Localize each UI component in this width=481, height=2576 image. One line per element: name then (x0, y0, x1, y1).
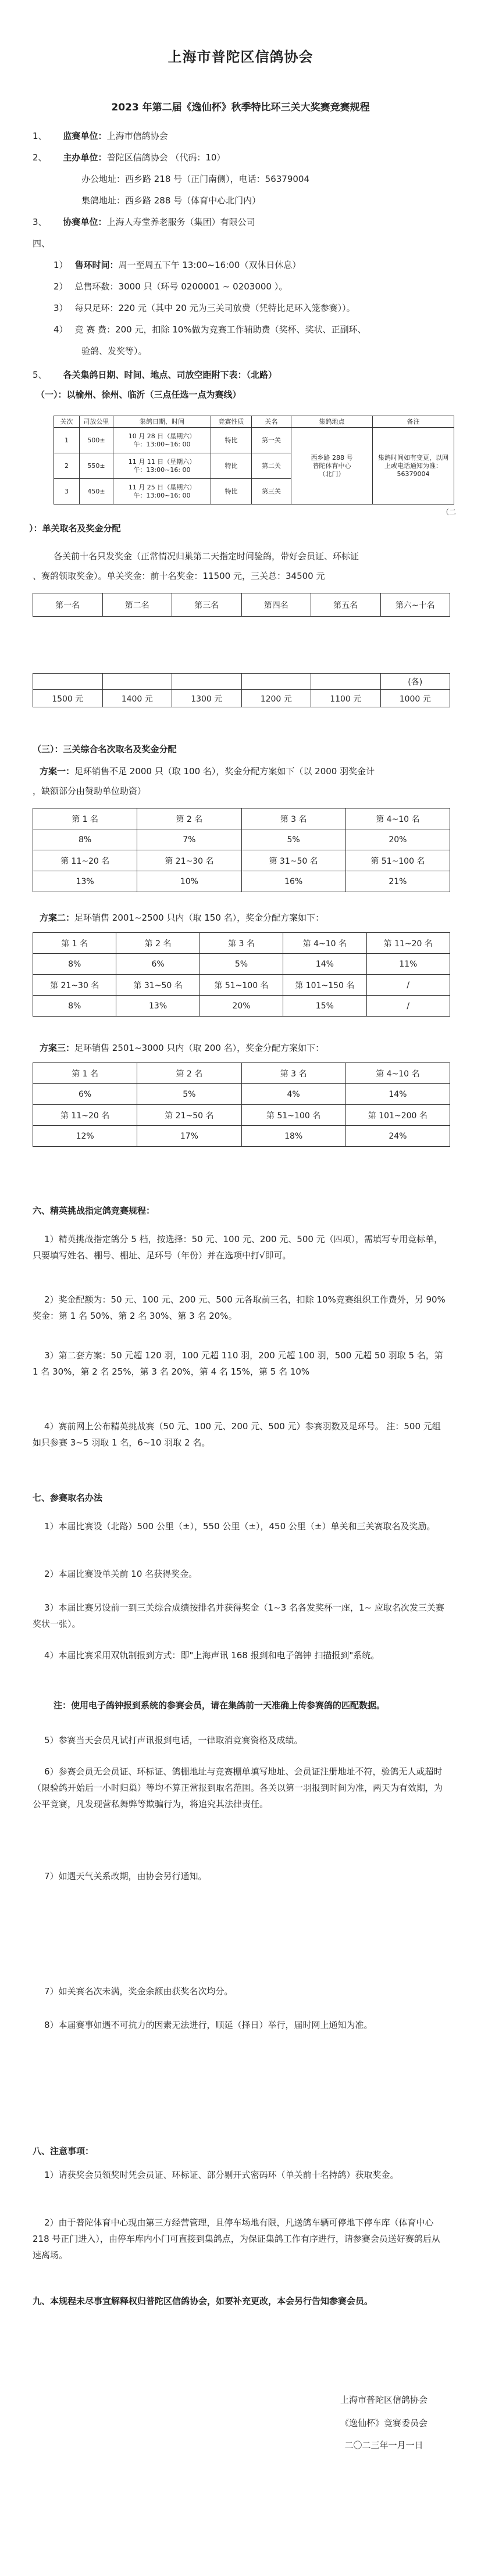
table-header: 第五名 (311, 593, 381, 617)
office-address: 办公地址：西乡路 218 号（正门南侧），电话：56379004 (81, 174, 310, 184)
signature-committee: 《逸仙杯》竞赛委员会 (340, 2418, 427, 2428)
item-text: 周一至周五下午 13:00~16:00（双休日休息） (118, 260, 301, 270)
combo-prize-heading: （三）：三关综合名次取名及奖金分配 (33, 744, 177, 754)
notice-item: 1）请获奖会员领奖时凭会员证、环标证、部分剔开式密码环（单关前十名持鸽）获取奖金。 (44, 2170, 399, 2180)
sale-term (54, 280, 287, 293)
route-subheading: （一）：以榆州、徐州、临沂（三点任选一点为赛线） (36, 389, 241, 400)
item-number: 2） (54, 281, 68, 292)
ranking-rule: 3）本届比赛另设前一到三关综合成绩按排名并获得奖金（1~3 名各发奖杯一座，1~ 应取名次发三关赛奖状一张）。 (33, 1602, 444, 1629)
plan-one-desc: 方案一：足环销售不足 2000 只（取 100 名），奖金分配方案如下（以 2000 羽奖金计 (40, 766, 375, 777)
doc-title: 2023 年第二届《逸仙杯》秋季特比环三关大奖赛竞赛规程 (111, 102, 370, 113)
table-row: 8% 6% 5% 14% 11% (33, 954, 450, 975)
table-header: 备注 (373, 416, 454, 428)
ranking-rule: 2）本届比赛设单关前 10 名获得奖金。 (44, 1569, 198, 1579)
item-text: 竞 赛 费：200 元，扣除 10%做为竞赛工作辅助费（奖杯、奖状、正副环、 (74, 324, 366, 335)
plan-two-desc: 方案二：足环销售 2001~2500 只内（取 150 名），奖金分配方案如下： (40, 913, 325, 923)
sale-term (54, 259, 301, 271)
section-6-title: 六、精英挑战指定鸽竞赛规程： (33, 1205, 155, 1216)
item-text: 每只足环：220 元（其中 20 元为三关司放费（凭特比足环入笼参赛））。 (74, 303, 355, 313)
table-row: 13% 10% 16% 21% (33, 871, 450, 892)
ranking-rule: 5）参赛当天会员凡试打声讯报到电话，一律取消竞赛资格及成绩。 (44, 1735, 303, 1745)
single-prize-table (33, 593, 450, 617)
signature-date: 二〇二三年一月一日 (344, 2440, 423, 2450)
table-header: 集鸽日期、时间 (113, 416, 211, 428)
table-row: 第 11~20 名 第 21~30 名 第 31~50 名 第 51~100 名 (33, 850, 450, 871)
table-header: 集鸽地点 (291, 416, 373, 428)
ranking-rule: 8）本届赛事如遇不可抗力的因素无法进行，顺延（择日）举行，届时网上通知为准。 (44, 2020, 373, 2030)
table-row: 第 1 名 第 2 名 第 3 名 第 4~10 名 (33, 808, 450, 829)
section-2: 2、 主办单位：普陀区信鸽协会 （代码：10） (33, 152, 226, 163)
section-4-number: 四、 (33, 238, 51, 249)
table-row: 8% 7% 5% 20% (33, 829, 450, 850)
elite-rule: 4）赛前网上公布精英挑战赛（50 元、100 元、200 元、500 元）参赛羽数及足环号。 注：500 元组如只参赛 3~5 羽取 1 名，6~10 羽取 2 名。 (33, 1421, 441, 1448)
section-7-title: 七、参赛取名办法 (33, 1493, 103, 1503)
table-header: 第四名 (241, 593, 311, 617)
table-row: 12% 17% 18% 24% (33, 1126, 450, 1147)
sale-term (54, 302, 355, 314)
table-header: 关次 (54, 416, 80, 428)
table-row: 第 11~20 名 第 21~50 名 第 51~100 名 第 101~200 名 (33, 1105, 450, 1126)
org-title: 上海市普陀区信鸽协会 (168, 49, 313, 65)
single-prize-desc-1: 各关前十名只发奖金（正常情况归巢第二天指定时间验鸽，带好会员证、环标证 (54, 551, 359, 561)
elite-rule: 1）精英挑战指定鸽分 5 档，按选择：50 元、100 元、200 元、500 元（四项），需填写专用竞标单，只要填写姓名、棚号、棚址、足环号（年份）并在选项中打√即可。 (33, 1234, 443, 1261)
signature-org: 上海市普陀区信鸽协会 (340, 2395, 427, 2405)
schedule-continuation: （二 (442, 508, 457, 516)
ranking-rule: 7）如遇天气关系改期，由协会另行通知。 (44, 1871, 207, 1881)
item-number: 3） (54, 303, 68, 313)
item-number: 1） (54, 260, 68, 270)
table-header: 关名 (252, 416, 291, 428)
plan-one-table (33, 808, 450, 892)
section-3: 3、 协赛单位：上海人寿堂养老服务（集团）有限公司 (33, 217, 255, 227)
sale-term (54, 323, 366, 336)
table-row: 第 21~30 名 第 31~50 名 第 51~100 名 第 101~150 名 / (33, 975, 450, 996)
ranking-rule: 6）参赛会员无会员证、环标证、鸽棚地址与竞赛棚单填写地址、会员证注册地址不符，验鸽无人或超时（限验鸽开始后一小时归巢）等均不算正常报到取名范围。各关以第一羽报到时间为准，两天为有效期，为公平竞赛，凡发现营私舞弊等欺骗行为，将追究其法律责任。 (33, 1766, 443, 1809)
schedule-remark: 集鸽时间如有变更，以网上或电话通知为准：56379004 (373, 428, 454, 505)
amount-note: (各) (380, 674, 450, 690)
elite-rule: 3）第二套方案：50 元超 120 羽，100 元超 110 羽，200 元超 100 羽，500 元超 50 羽取 5 名，第 1 名 30%，第 2 名 25%，第 3 名 20%，第 4 名 15%，第 5 名 10% (33, 1350, 443, 1377)
plan-three-table (33, 1062, 450, 1147)
notice-item: 2）由于普陀体育中心现由第三方经营管理，且停车场地有限，凡送鸽车辆可停地下停车库（体育中心 218 号正门进入），由停车库内小门可直接到集鸽点，为保证集鸽工作有序进行，请参赛会员送好赛鸽后从速离场。 (33, 2217, 440, 2260)
ranking-rule: 1）本届比赛设（北路）500 公里（±），550 公里（±），450 公里（±）单关和三关赛取名及奖励。 (44, 1521, 436, 1532)
table-row: 2 550± 11 月 11 日（星期六） 午：13:00~16: 00 特比 第二关 (54, 453, 454, 479)
elite-rule: 2）奖金配额为：50 元、100 元、200 元、500 元各取前三名，扣除 10%竞赛组织工作费外，另 90%奖金：第 1 名 50%、第 2 名 30%、第 3 名 20%。 (33, 1294, 446, 1321)
table-header: 竞赛性质 (211, 416, 252, 428)
schedule-header-row (54, 416, 454, 428)
table-row: 3 450± 11 月 25 日（星期六） 午：13:00~16: 00 特比 第三关 (54, 479, 454, 505)
ranking-rule: 4）本届比赛采用双轨制报到方式：即"上海声讯 168 报到和电子鸽钟 扫描报到"系统。 (44, 1650, 380, 1661)
table-header: 第二名 (102, 593, 172, 617)
table-row: 第 1 名 第 2 名 第 3 名 第 4~10 名 第 11~20 名 (33, 933, 450, 954)
section-9: 九、本规程未尽事宜解释权归普陀区信鸽协会，如要补充更改，本会另行告知参赛会员。 (33, 2296, 373, 2306)
sale-term (81, 345, 147, 357)
table-row (33, 593, 450, 617)
schedule-table (54, 416, 454, 505)
venue-address: 集鸽地址：西乡路 288 号（体育中心北门内） (81, 195, 261, 206)
table-row (33, 674, 450, 690)
item-text: 总售环数：3000 只（环号 0200001 ~ 0203000 ）。 (74, 281, 288, 292)
item-key: 售环时间： (74, 260, 119, 270)
section-5: 5、 各关集鸽日期、时间、地点、司放空距附下表：（北路） (33, 370, 277, 380)
item-number: 4） (54, 324, 68, 335)
section-8-title: 八、注意事项： (33, 2146, 94, 2156)
section-1: 1、 监赛单位：上海市信鸽协会 (33, 131, 168, 141)
ranking-rule: 7）如关赛名次未满，奖金余额由获奖名次均分。 (44, 1986, 233, 1997)
single-prize-desc-2: 、赛鸽领取奖金）。单关奖金：前十名奖金：11500 元，三关总：34500 元 (33, 571, 325, 581)
plan-one-desc-2: ，缺额部分由赞助单位助资） (33, 786, 147, 796)
table-header: 第三名 (172, 593, 242, 617)
table-header: 司放公里 (80, 416, 113, 428)
plan-two-table (33, 932, 450, 1017)
plan-three-desc: 方案三：足环销售 2501~3000 只内（取 200 名），奖金分配方案如下： (40, 1043, 325, 1053)
schedule-location: 西乡路 288 号 普陀体育中心 （北门） (291, 428, 373, 505)
single-prize-heading: ）：单关取名及奖金分配 (29, 523, 121, 534)
table-row: 8% 13% 20% 15% / (33, 996, 450, 1017)
table-row: 1 500± 10 月 28 日（星期六） 午：13:00~16: 00 特比 第一关 西乡路 288 号 普陀体育中心 （北门） 集鸽时间如有变更，以网上或电话通知为准：56379004 (54, 428, 454, 453)
table-header: 第六~十名 (380, 593, 450, 617)
ranking-note: 注：使用电子鸽钟报到系统的参赛会员，请在集鸽前一天准确上传参赛鸽的匹配数据。 (54, 1700, 386, 1711)
table-row: 第 1 名 第 2 名 第 3 名 第 4~10 名 (33, 1063, 450, 1084)
table-row: 6% 5% 4% 14% (33, 1084, 450, 1105)
table-header: 第一名 (33, 593, 103, 617)
single-prize-amounts (33, 673, 450, 707)
item-text: 验鸽、发奖等）。 (81, 346, 147, 356)
table-row: 1500 元 1400 元 1300 元 1200 元 1100 元 1000 元 (33, 690, 450, 707)
